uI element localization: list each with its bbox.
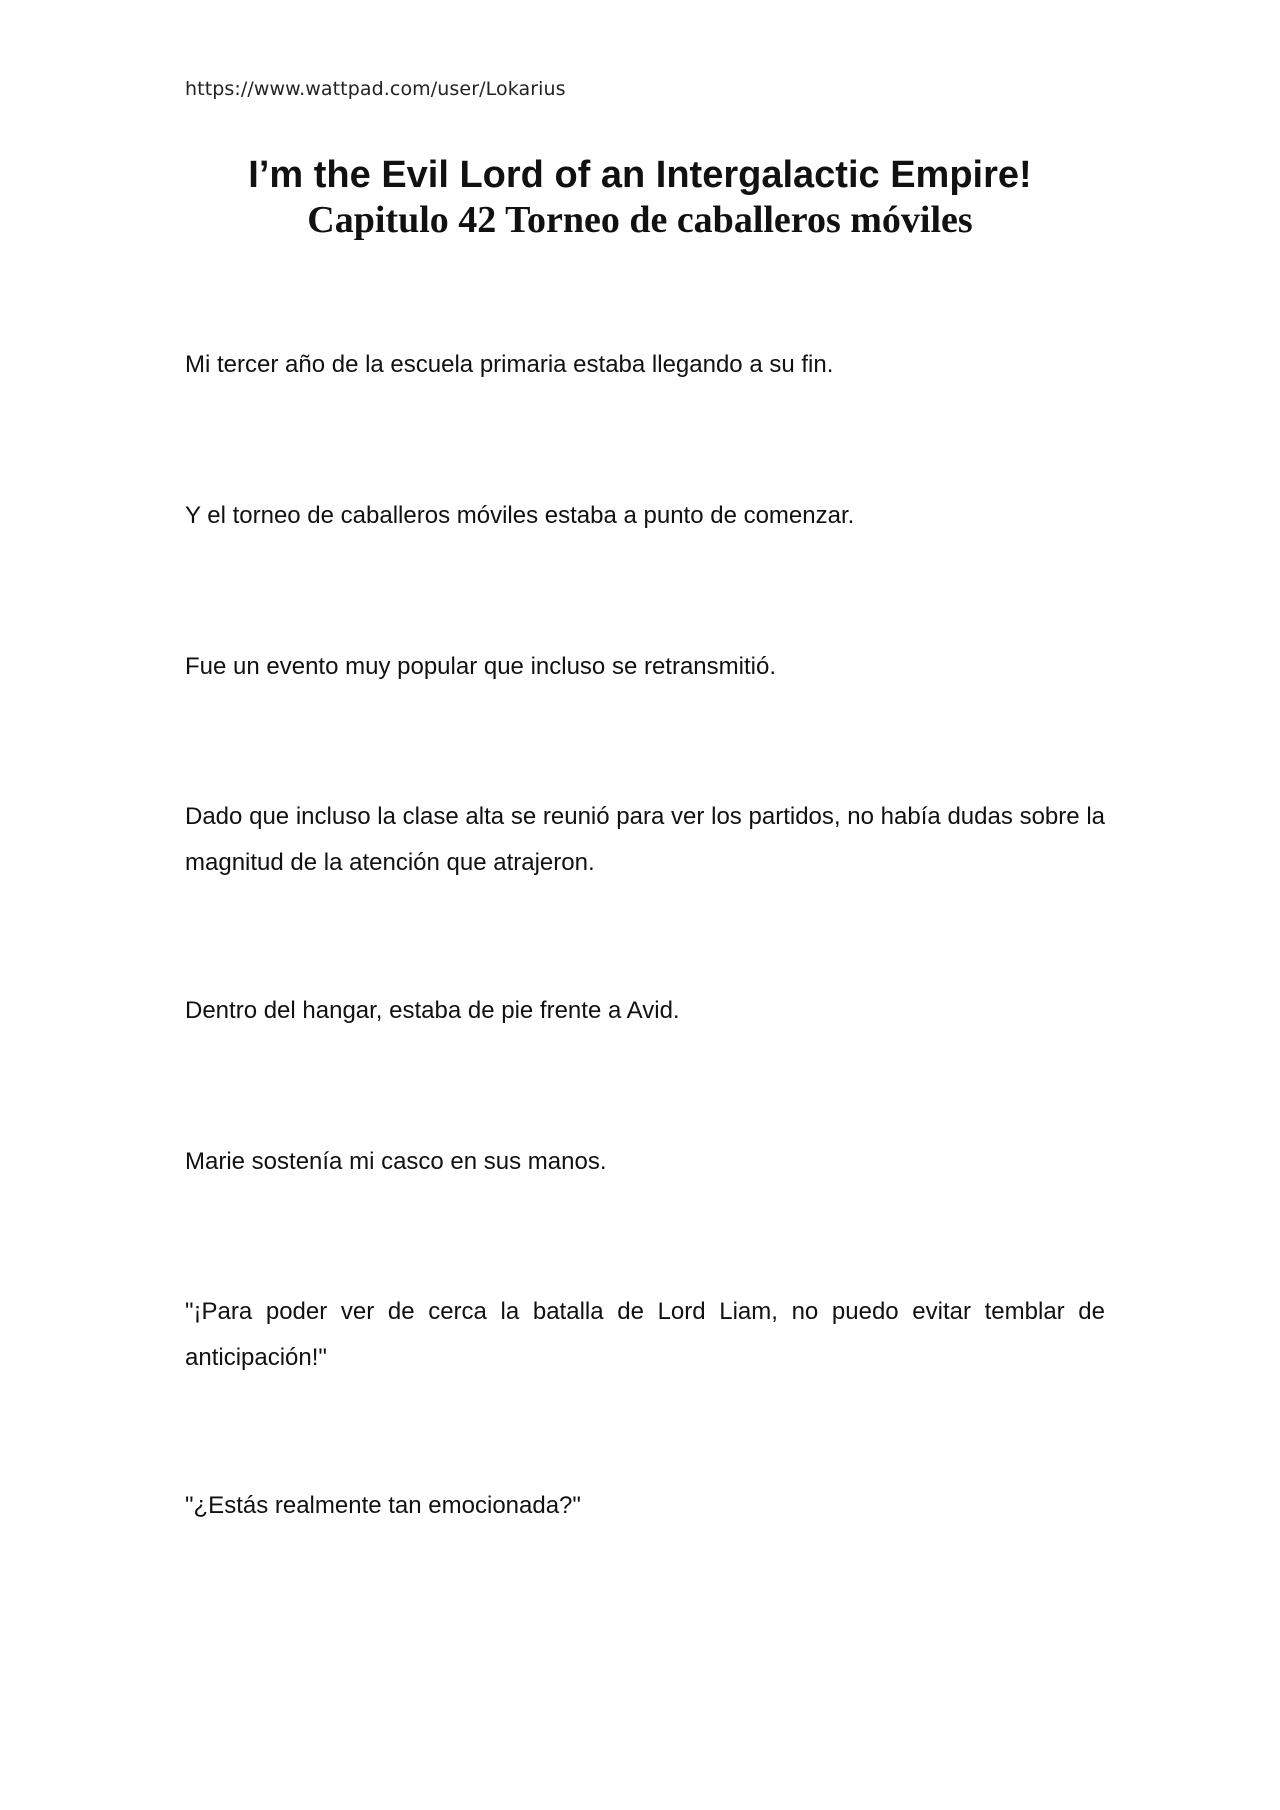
paragraph: Mi tercer año de la escuela primaria estaba llegando a su fin.: [185, 351, 834, 378]
paragraph: "¿Estás realmente tan emocionada?": [185, 1492, 581, 1519]
paragraph: Y el torneo de caballeros móviles estaba a punto de comenzar.: [185, 502, 855, 529]
paragraph: Marie sostenía mi casco en sus manos.: [185, 1148, 607, 1175]
paragraph: Dado que incluso la clase alta se reunió para ver los partidos, no había dudas sobre la magnitud de la atención que atrajeron.: [185, 803, 1105, 876]
book-title: I’m the Evil Lord of an Intergalactic Empire!: [248, 154, 1032, 196]
paragraph: Dentro del hangar, estaba de pie frente a Avid.: [185, 997, 680, 1024]
paragraph: Fue un evento muy popular que incluso se retransmitió.: [185, 653, 776, 680]
paragraph: "¡Para poder ver de cerca la batalla de Lord Liam, no puedo evitar temblar de anticipación!": [185, 1298, 1105, 1371]
source-url: https://www.wattpad.com/user/Lokarius: [185, 78, 566, 100]
chapter-title: Capitulo 42 Torneo de caballeros móviles: [307, 199, 973, 241]
